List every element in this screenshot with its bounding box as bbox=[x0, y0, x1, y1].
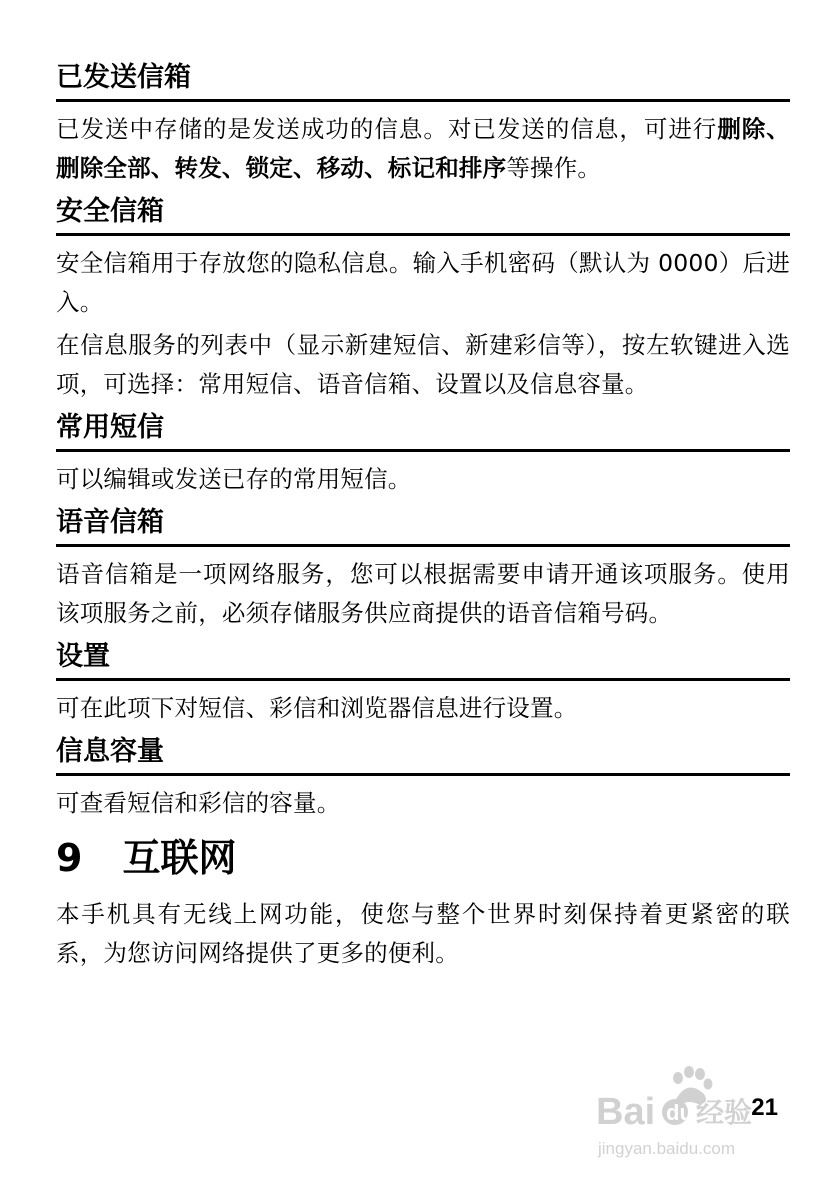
paragraph-text: 已发送中存储的是发送成功的信息。对已发送的信息，可进行 bbox=[56, 115, 718, 143]
section-paragraph: 可在此项下对短信、彩信和浏览器信息进行设置。 bbox=[56, 694, 578, 722]
section-paragraph: 可查看短信和彩信的容量。 bbox=[56, 789, 341, 817]
section-sent-box bbox=[56, 60, 790, 188]
section-paragraph: 安全信箱用于存放您的隐私信息。输入手机密码（默认为 0000）后进入。 bbox=[56, 249, 790, 316]
chapter-title: 互联网 bbox=[122, 836, 237, 880]
section-heading: 安全信箱 bbox=[56, 196, 164, 227]
page-number: 21 bbox=[751, 1094, 778, 1121]
section-message-capacity bbox=[56, 734, 790, 823]
watermark-url-text: jingyan.baidu.com bbox=[598, 1139, 736, 1158]
section-paragraph bbox=[56, 110, 790, 188]
section-heading: 已发送信箱 bbox=[56, 62, 191, 93]
section-paragraph: 可以编辑或发送已存的常用短信。 bbox=[56, 465, 412, 493]
chapter-intro: 本手机具有无线上网功能，使您与整个世界时刻保持着更紧密的联系，为您访问网络提供了更多的便利。 bbox=[56, 900, 790, 967]
section-rule bbox=[56, 773, 790, 776]
paragraph-bold-text: 删除、删除全部、转发、锁定、移动、标记和排序 bbox=[56, 115, 790, 182]
paragraph-text: 等操作。 bbox=[506, 154, 602, 182]
chapter-number: 9 bbox=[56, 836, 83, 880]
section-rule bbox=[56, 544, 790, 547]
chapter-heading bbox=[56, 831, 790, 885]
section-rule bbox=[56, 99, 790, 102]
svg-text:经验: 经验 bbox=[696, 1096, 753, 1129]
section-rule bbox=[56, 233, 790, 236]
manual-page bbox=[56, 60, 790, 977]
watermark-brand-text: Bai bbox=[596, 1091, 656, 1133]
svg-text:du: du bbox=[666, 1100, 693, 1125]
section-heading: 语音信箱 bbox=[56, 507, 164, 538]
section-heading: 信息容量 bbox=[56, 736, 164, 767]
section-heading: 设置 bbox=[56, 641, 110, 672]
section-secure-box bbox=[56, 194, 790, 404]
section-paragraph: 语音信箱是一项网络服务，您可以根据需要申请开通该项服务。使用该项服务之前，必须存储服务供应商提供的语音信箱号码。 bbox=[56, 560, 790, 627]
section-common-sms bbox=[56, 410, 790, 499]
section-heading: 常用短信 bbox=[56, 412, 164, 443]
section-paragraph: 在信息服务的列表中（显示新建短信、新建彩信等），按左软键进入选项，可选择：常用短信、语音信箱、设置以及信息容量。 bbox=[56, 331, 790, 398]
section-rule bbox=[56, 449, 790, 452]
section-voicemail bbox=[56, 505, 790, 633]
section-rule bbox=[56, 678, 790, 681]
section-settings bbox=[56, 639, 790, 728]
